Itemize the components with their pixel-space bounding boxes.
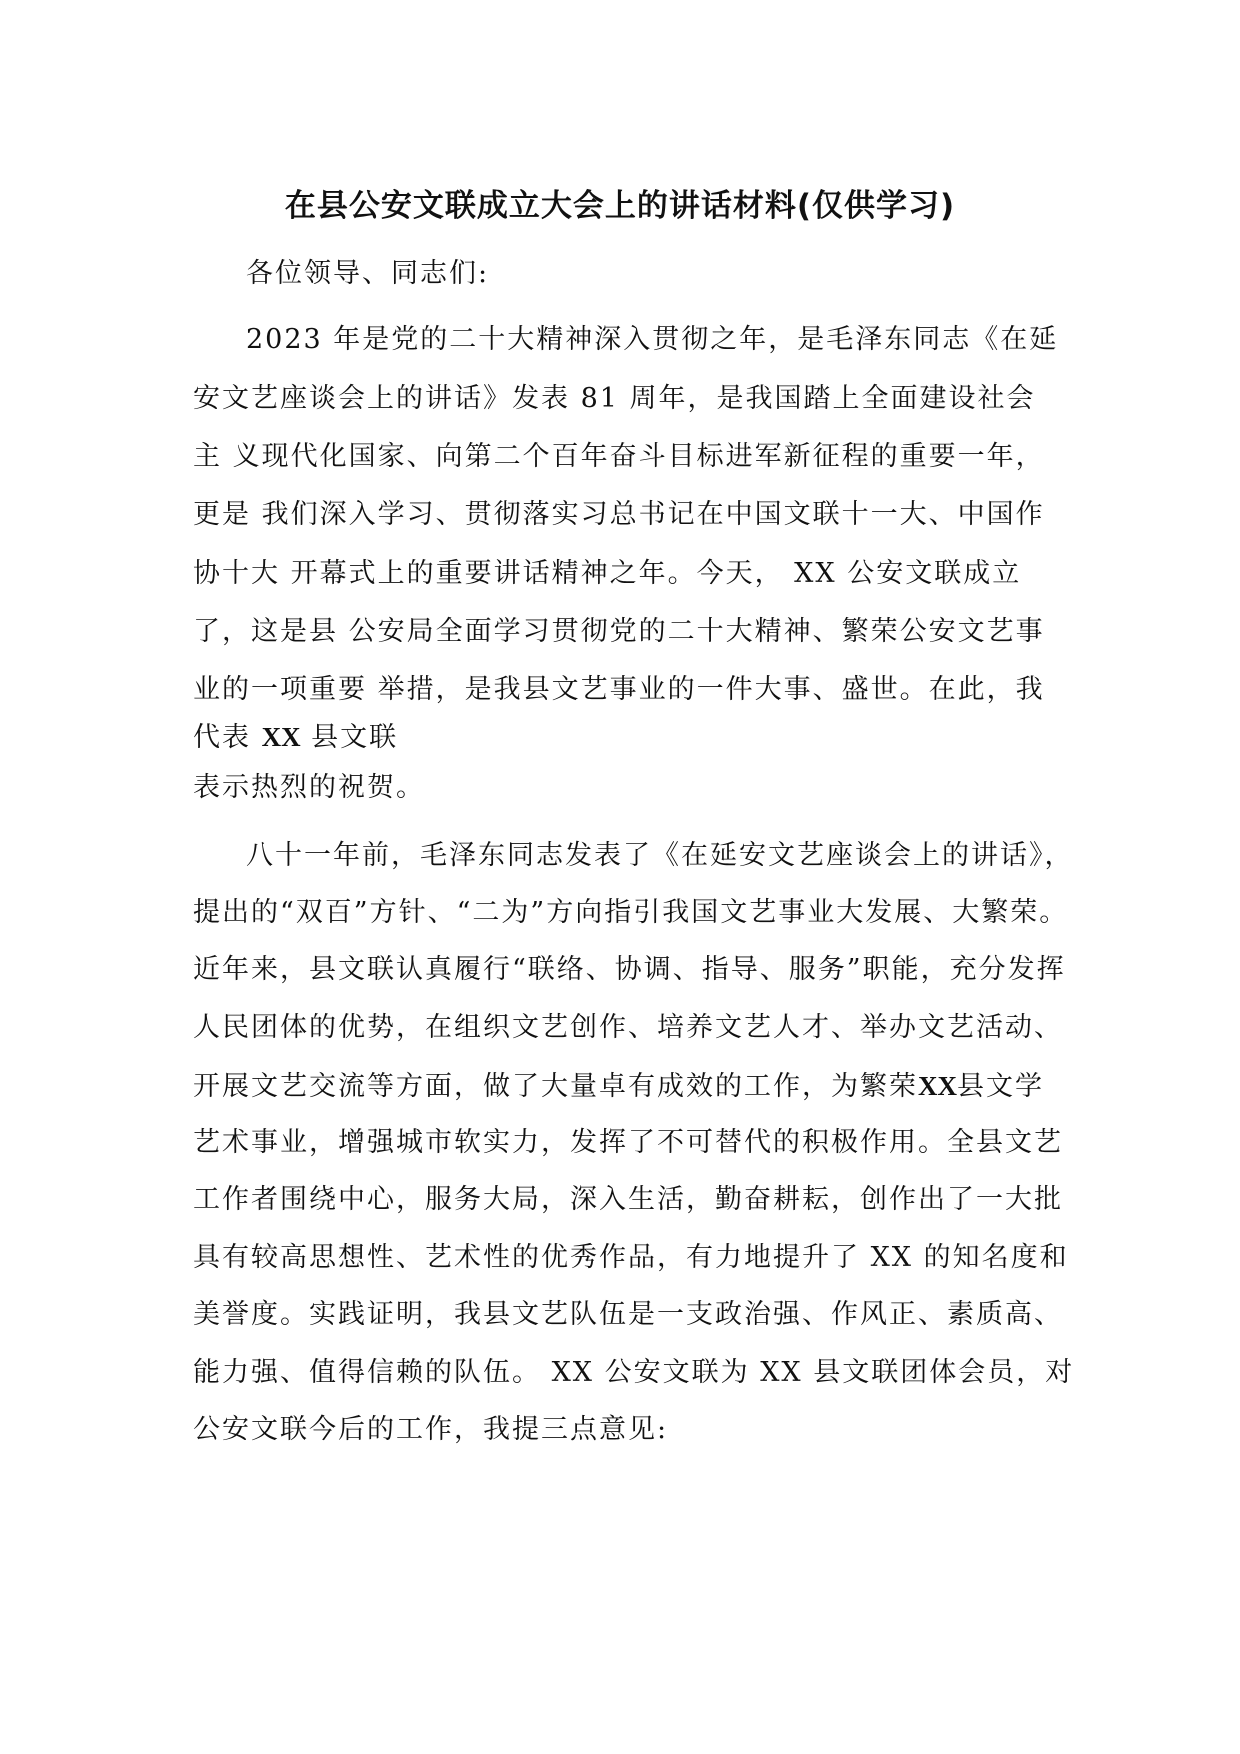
paragraph2-line5-bold: XX (918, 1071, 957, 1101)
paragraph1-line7: 业的一项重要 举措，是我县文艺事业的一件大事、盛世。在此，我 (193, 674, 1045, 705)
paragraph2-line8: 具有较高思想性、艺术性的优秀作品，有力地提升了 XX 的知名度和 (193, 1242, 1069, 1273)
paragraph2-line11: 公安文联今后的工作，我提三点意见: (193, 1414, 669, 1445)
paragraph1-line1: 2023 年是党的二十大精神深入贯彻之年，是毛泽东同志《在延 (246, 324, 1059, 355)
paragraph2-line5 (193, 1068, 1044, 1105)
paragraph2-line2: 提出的“双百”方针、“二为”方向指引我国文艺事业大发展、大繁荣。 (193, 897, 1069, 928)
salutation: 各位领导、同志们: (246, 258, 490, 289)
paragraph1-line8-bold: XX (261, 722, 301, 752)
paragraph2-line10: 能力强、值得信赖的队伍。 XX 公安文联为 XX 县文联团体会员，对 (193, 1357, 1075, 1388)
paragraph1-line8-suffix: 县文联 (300, 722, 399, 753)
paragraph2-line3: 近年来，县文联认真履行“联络、协调、指导、服务”职能，充分发挥 (193, 954, 1066, 985)
paragraph2-line4: 人民团体的优势，在组织文艺创作、培养文艺人才、举办文艺活动、 (193, 1012, 1063, 1043)
document-title: 在县公安文联成立大会上的讲话材料(仅供学习) (284, 188, 956, 224)
paragraph1-line2: 安文艺座谈会上的讲话》发表 81 周年，是我国踏上全面建设社会 (193, 383, 1036, 414)
paragraph1-line8-prefix: 代表 (193, 722, 262, 753)
paragraph2-line5-prefix: 开展文艺交流等方面，做了大量卓有成效的工作，为繁荣 (193, 1071, 918, 1102)
paragraph1-line6: 了，这是县 公安局全面学习贯彻党的二十大精神、繁荣公安文艺事 (193, 616, 1045, 647)
paragraph1-line5: 协十大 开幕式上的重要讲话精神之年。今天， XX 公安文联成立 (193, 558, 1022, 589)
paragraph2-line9: 美誉度。实践证明，我县文艺队伍是一支政治强、作风正、素质高、 (193, 1299, 1063, 1330)
paragraph2-line6: 艺术事业，增强城市软实力，发挥了不可替代的积极作用。全县文艺 (193, 1127, 1063, 1158)
paragraph2-line1: 八十一年前，毛泽东同志发表了《在延安文艺座谈会上的讲话》， (246, 840, 1074, 871)
paragraph1-line4: 更是 我们深入学习、贯彻落实习总书记在中国文联十一大、中国作 (193, 499, 1045, 530)
paragraph1-line8 (193, 719, 398, 756)
paragraph1-line9: 表示热烈的祝贺。 (193, 772, 425, 803)
paragraph2-line7: 工作者围绕中心，服务大局，深入生活，勤奋耕耘，创作出了一大批 (193, 1184, 1063, 1215)
paragraph2-line5-suffix: 县文学 (957, 1071, 1044, 1102)
paragraph1-line3: 主 义现代化国家、向第二个百年奋斗目标进军新征程的重要一年， (193, 441, 1045, 472)
